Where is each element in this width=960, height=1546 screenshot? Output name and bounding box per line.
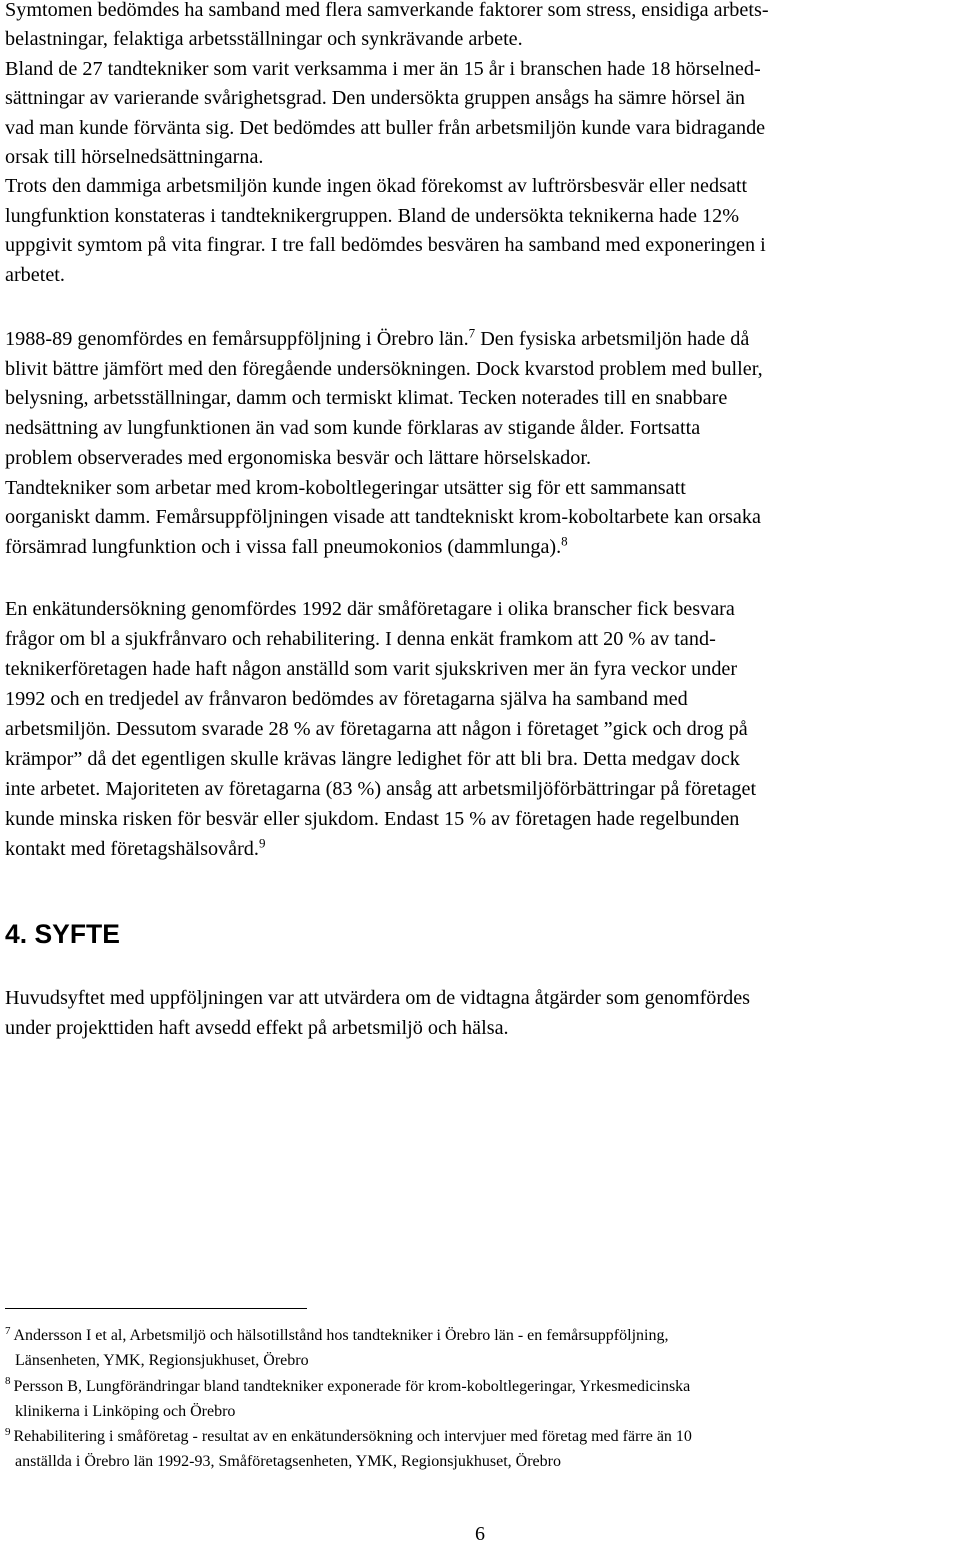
- footnote-7: [5, 1323, 955, 1374]
- text-line: [5, 325, 955, 355]
- text-line: under projekttiden haft avsedd effekt på arbetsmiljö och hälsa.: [5, 1016, 509, 1039]
- text-line: [5, 533, 955, 563]
- text-line: arbetet.: [5, 263, 65, 286]
- footnote-line: klinikerna i Linköping och Örebro: [15, 1402, 236, 1420]
- footnote-ref-7[interactable]: 7: [468, 325, 476, 341]
- text-run: kontakt med företagshälsovård.: [5, 838, 259, 860]
- text-line: orsak till hörselnedsättningarna.: [5, 146, 264, 169]
- text-line: [5, 834, 955, 864]
- footnote-9: [5, 1424, 955, 1475]
- page-number: 6: [475, 1523, 485, 1545]
- text-line: kunde minska risken för besvär eller sjukdom. Endast 15 % av företagen hade regelbunden: [5, 808, 740, 830]
- text-line: krämpor” då det egentligen skulle krävas längre ledighet för att bli bra. Detta medgav dock: [5, 748, 740, 770]
- text-line: frågor om bl a sjukfrånvaro och rehabilitering. I denna enkät framkom att 20 % av tand-: [5, 628, 716, 650]
- footnote-line: [5, 1424, 955, 1449]
- text-line: lungfunktion konstateras i tandteknikergruppen. Bland de undersökta teknikerna hade 12%: [5, 204, 740, 227]
- body-paragraph-symptoms: [5, 0, 955, 290]
- text-line: vad man kunde förvänta sig. Det bedömdes att buller från arbetsmiljön kunde vara bidragande: [5, 116, 766, 139]
- text-line: teknikerföretagen hade haft någon anställd som varit sjukskriven mer än fyra veckor under: [5, 658, 738, 680]
- footnote-number: 9: [5, 1425, 11, 1438]
- text-line: Huvudsyftet med uppföljningen var att utvärdera om de vidtagna åtgärder som genomfördes: [5, 987, 751, 1009]
- text-line: inte arbetet. Majoriteten av företagarna (83 %) ansåg att arbetsmiljöförbättringar på företaget: [5, 778, 757, 800]
- text-line: problem observerades med ergonomiska besvär och lättare hörselskador.: [5, 446, 591, 469]
- text-line: Bland de 27 tandtekniker som varit verksamma i mer än 15 år i branschen hade 18 hörselned-: [5, 57, 761, 80]
- text-line: blivit bättre jämfört med den föregående undersökningen. Dock kvarstod problem med buller,: [5, 357, 763, 380]
- text-line: sättningar av varierande svårighetsgrad. Den undersökta gruppen ansågs ha sämre hörsel än: [5, 87, 745, 110]
- text-line: arbetsmiljön. Dessutom svarade 28 % av företagarna att någon i företaget ”gick och drog på: [5, 718, 748, 740]
- text-run: försämrad lungfunktion och i vissa fall pneumokonios (dammlunga).: [5, 535, 562, 558]
- footnote-text: Rehabilitering i småföretag - resultat av en enkätundersökning och intervjuer med företag med färre än 10: [13, 1428, 692, 1446]
- text-line: Symtomen bedömdes ha samband med flera samverkande faktorer som stress, ensidiga arbets-: [5, 0, 769, 21]
- text-line: uppgivit symtom på vita fingrar. I tre fall bedömdes besvären ha samband med exponeringen i: [5, 234, 766, 257]
- footnote-line: Länsenheten, YMK, Regionsjukhuset, Örebro: [15, 1352, 309, 1370]
- text-line: nedsättning av lungfunktionen än vad som kunde förklaras av stigande ålder. Fortsatta: [5, 417, 701, 440]
- text-line: En enkätundersökning genomfördes 1992 där småföretagare i olika branscher fick besvara: [5, 598, 735, 620]
- footnote-ref-9[interactable]: 9: [258, 835, 266, 851]
- footnote-text: Persson B, Lungförändringar bland tandtekniker exponerade för krom-koboltlegeringar, Yrkesmedicinska: [13, 1377, 691, 1395]
- text-line: 1992 och en tredjedel av frånvaron bedömdes av företagarna själva ha samband med: [5, 688, 688, 710]
- footnote-line: [5, 1374, 955, 1399]
- text-line: Tandtekniker som arbetar med krom-koboltlegeringar utsätter sig för ett sammansatt: [5, 476, 686, 499]
- text-line: belastningar, felaktiga arbetsställningar och synkrävande arbete.: [5, 28, 523, 51]
- footnote-line: [5, 1323, 955, 1348]
- body-paragraph-followup: [5, 325, 955, 563]
- footnote-text: Andersson I et al, Arbetsmiljö och hälsotillstånd hos tandtekniker i Örebro län - en femårsuppföljning,: [13, 1327, 669, 1344]
- body-paragraph-purpose: [5, 984, 955, 1043]
- footnote-ref-8[interactable]: 8: [561, 533, 568, 549]
- text-line: belysning, arbetsställningar, damm och termiskt klimat. Tecken noterades till en snabbare: [5, 387, 728, 410]
- body-paragraph-survey: [5, 594, 955, 864]
- section-heading: 4. SYFTE: [5, 919, 120, 949]
- footnote-line: anställda i Örebro län 1992-93, Småföretagsenheten, YMK, Regionsjukhuset, Örebro: [15, 1453, 561, 1471]
- text-run: 1988-89 genomfördes en femårsuppföljning i Örebro län.: [5, 328, 469, 350]
- footnote-8: [5, 1374, 955, 1425]
- text-line: Trots den dammiga arbetsmiljön kunde ingen ökad förekomst av luftrörsbesvär eller nedsatt: [5, 175, 748, 198]
- footnote-separator: [5, 1308, 307, 1309]
- text-line: oorganiskt damm. Femårsuppföljningen visade att tandtekniskt krom-koboltarbete kan orsaka: [5, 506, 761, 529]
- footnote-number: 7: [5, 1324, 11, 1337]
- footnote-number: 8: [5, 1375, 11, 1388]
- footnotes: [5, 1323, 955, 1475]
- text-run: Den fysiska arbetsmiljön hade då: [475, 328, 750, 350]
